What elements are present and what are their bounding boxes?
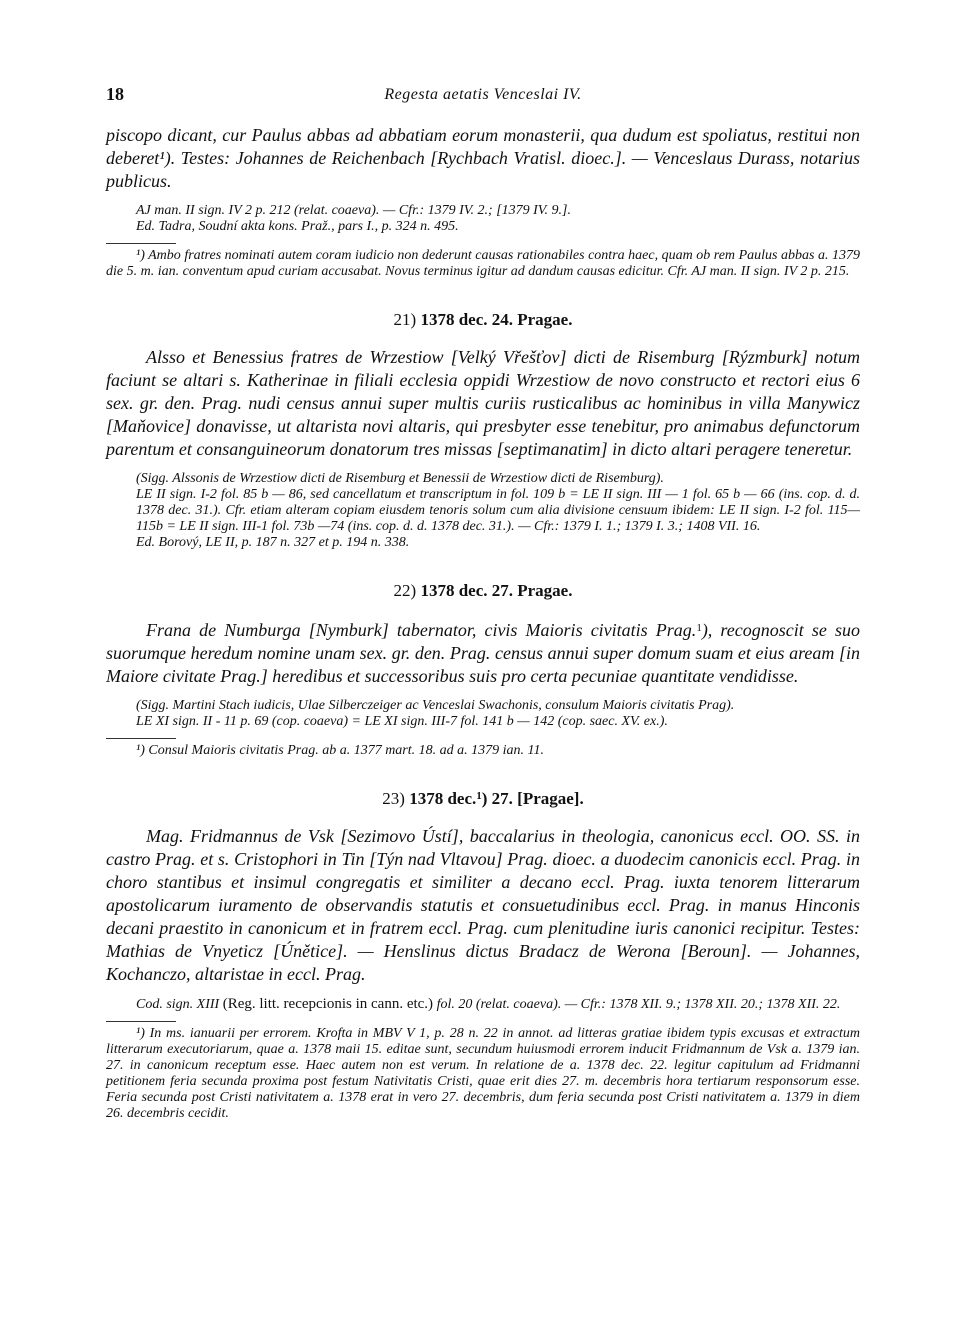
entry-22-heading: [106, 581, 860, 601]
footnote-rule: [106, 243, 176, 244]
entry-22-sources: [106, 698, 860, 730]
entry-22-text: [106, 617, 860, 688]
entry-22-footnote: ¹) Consul Maioris civitatis Prag. ab a. 1377 mart. 18. ad a. 1379 ian. 11.: [136, 743, 544, 758]
entry-23-source-a: Cod. sign. XIII: [136, 997, 223, 1012]
entry-23-heading: [106, 789, 860, 809]
entry-23-footnote-ref: 1: [476, 790, 482, 802]
footnote-rule: [106, 1021, 176, 1022]
entry-23-sources: [106, 996, 860, 1013]
entry-21-heading: [106, 310, 860, 330]
entry-23-footnote: ¹) In ms. ianuarii per errorem. Krofta in MBV V 1, p. 28 n. 22 in annot. ad litteras gratiae ibidem typis excusas et extractum litterarum executoriarum, quae a. 1378 maii 15. editae sunt, secundum huiusmodi errorem inducit Fridmannum de Vsk a. 1379 ian. 27. in canonicum receptum esse. Haec autem non est verum. In relatione de a. 1378 dec. 22. legitur capitulum ad Fridmanni petitionem feria secunda proxima post festum Nativitatis Cristi, quae erit dies 27. m. decembris hora tertiarum responsorum esse. Feria secunda post Cristi nativitatem a. 1378 erat in vero 27. decembris, dum feria secunda post Cristi nativitatem a. 1379 in diem 26. decembris cecidit.: [106, 1026, 860, 1121]
prev-source-line: AJ man. II sign. IV 2 p. 212 (relat. coaeva). — Cfr.: 1379 IV. 2.; [1379 IV. 9.].: [136, 203, 571, 218]
entry-22-footnote-ref: 1: [696, 622, 702, 634]
prev-footnote: ¹) Ambo fratres nominati autem coram iudicio non dederunt causas rationabiles contra haec, quam ob rem Paulus abbas a. 1379 die 5. m. ian. conventum apud curiam accusabat. Novus terminus igitur ad dandum causas edicitur. Cfr. AJ man. II sign. IV 2 p. 215.: [106, 248, 860, 279]
entry-21-text: Alsso et Benessius fratres de Wrzestiow [Velký Vřešťov] dicti de Risemburg [Rýzmburk] notum faciunt se altari s. Katherinae in filiali ecclesia oppidi Wrzestiow de novo constructo et rectori eius 6 sex. gr. den. Prag. nudi census annui super multis curiis rusticalibus ac hominibus in villa Manywicz [Maňovice] donavisse, ut altarista novi altaris, qui presbyter esse tenebitur, pro animabus defunctorum parentum et consanguineorum donatorum tres missas [septimanatim] in dicto altari peragere teneretur.: [106, 347, 860, 459]
entry-23-date-b: ) 27. [Pragae].: [481, 789, 584, 808]
prev-entry-sources: [106, 203, 860, 235]
entry-21-number: 21): [393, 310, 417, 329]
entry-22-date: 1378 dec. 27. Pragae.: [420, 581, 573, 600]
entry-23-source-b: (Reg. litt. recepcionis in cann. etc.): [222, 996, 434, 1012]
page-number: 18: [106, 84, 124, 104]
page-header: [106, 84, 860, 108]
entry-23-number: 23): [382, 789, 405, 808]
prev-edition-line: Ed. Tadra, Soudní akta kons. Praž., pars I., p. 324 n. 495.: [136, 219, 459, 234]
entry-21-sources: [106, 471, 860, 551]
entry-23-source-c: fol. 20 (relat. coaeva). — Cfr.: 1378 XII. 9.; 1378 XII. 20.; 1378 XII. 22.: [433, 997, 841, 1012]
entry-23-manuscript: [136, 996, 860, 1013]
entry-22-text-a: Frana de Numburga [Nymburk] tabernator, civis Maioris civitatis Prag.: [146, 620, 697, 640]
entry-21-date: 1378 dec. 24. Pragae.: [420, 310, 573, 329]
entry-22-number: 22): [393, 581, 417, 600]
entry-21-manuscripts: LE II sign. I-2 fol. 85 b — 86, sed cancellatum et transcriptum in fol. 109 b = LE II sign. III — 1 fol. 65 b — 66 (ins. cop. d. d. 1378 dec. 31.). Cfr. etiam alteram copiam eiusdem tenoris solum cum alia divisione censuum ibidem: LE II sign. I-2 fol. 115—115b = LE II sign. III-1 fol. 73b —74 (ins. cop. d. d. 1378 dec. 31.). — Cfr.: 1379 I. 1.; 1379 I. 3.; 1408 VII. 16.: [136, 487, 860, 534]
entry-23-text: Mag. Fridmannus de Vsk [Sezimovo Ústí], baccalarius in theologia, canonicus eccl. OO. SS. in castro Prag. et s. Cristophori in Tin [Týn nad Vltavou] Prag. dioec. a duodecim canonicis eccl. Prag. in choro stantibus et insimul congregatis et similiter a decano eccl. Prag. iuxta tenorem litterarum apostolicarum iuramento de observandis statutis et consuetudinibus eccl. Prag. in manus Hinconis decani praestito in canonicum et in fratrem eccl. Prag. cum plenitudine iuris canonici recipitur. Testes: Mathias de Vnyeticz [Únětice]. — Henslinus dictus Bradacz de Werona [Beroun]. — Johannes, Kochanczo, altaristae in eccl. Prag.: [106, 826, 860, 984]
entry-22-seals: (Sigg. Martini Stach iudicis, Ulae Silberczeiger ac Venceslai Swachonis, consulum Maioris civitatis Prag).: [136, 698, 735, 713]
entry-22-manuscripts: LE XI sign. II - 11 p. 69 (cop. coaeva) = LE XI sign. III-7 fol. 141 b — 142 (cop. saec. XV. ex.).: [136, 714, 668, 729]
page: [106, 84, 860, 1122]
entry-21-edition: Ed. Borový, LE II, p. 187 n. 327 et p. 194 n. 338.: [136, 535, 410, 550]
entry-22-text-b: ), recognoscit se suo suorumque heredum nomine unam sex. gr. den. Prag. census annui super domum suam et eius aream [in Maiore civitate Prag.] heredibus et successoribus suis pro certa pecuniae quantitate vendidisse.: [106, 620, 860, 686]
entry-23-date-a: 1378 dec.: [409, 789, 477, 808]
prev-entry-text: piscopo dicant, cur Paulus abbas ad abbatiam eorum monasterii, qua dudum est spoliatus, restitui non deberet¹). Testes: Johannes de Reichenbach [Rychbach Vratisl. dioec.]. — Venceslaus Durass, notarius publicus.: [106, 125, 860, 191]
footnote-rule: [106, 738, 176, 739]
entry-21-seals: (Sigg. Alssonis de Wrzestiow dicti de Risemburg et Benessii de Wrzestiow dicti de Risemburg).: [136, 471, 664, 486]
running-title: Regesta aetatis Venceslai IV.: [384, 86, 582, 103]
